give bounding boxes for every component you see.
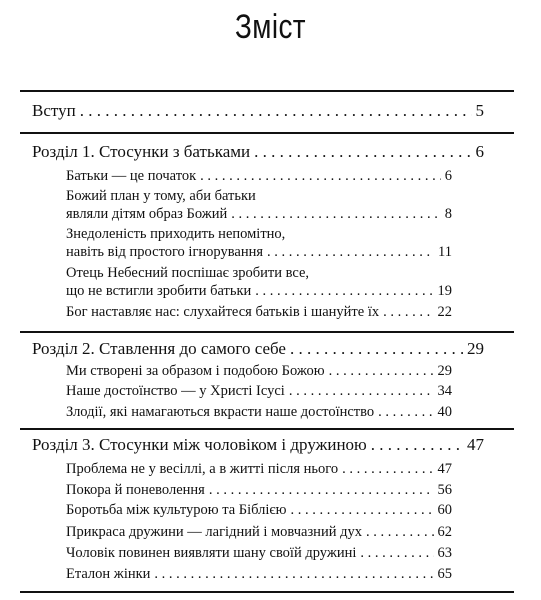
dot-leader — [289, 383, 434, 400]
toc-entry[interactable] — [66, 383, 452, 400]
toc-page-number: 29 — [467, 339, 484, 358]
toc-entry-label: навіть від простого ігнорування — [66, 244, 264, 260]
dot-leader — [255, 283, 433, 300]
toc-page-number: 19 — [437, 283, 452, 299]
toc-entry-label: Прикраса дружини — лагідний і мовчазний дух — [66, 524, 362, 540]
toc-page-number: 29 — [437, 363, 452, 379]
toc-entry[interactable] — [66, 404, 452, 421]
toc-entry-label: Батьки — це початок — [66, 168, 197, 184]
section-divider — [20, 428, 514, 430]
dot-leader — [290, 339, 463, 359]
chapter-title: Розділ 2. Ставлення до самого себе — [32, 339, 286, 358]
dot-leader — [360, 545, 433, 562]
toc-page-number: 8 — [444, 206, 452, 222]
toc-chapter-1[interactable] — [32, 142, 484, 162]
toc-chapter-3[interactable] — [32, 435, 484, 455]
toc-page-number: 5 — [475, 101, 484, 120]
toc-entry-label: Наше достоїнство — у Христі Ісусі — [66, 383, 285, 399]
dot-leader — [378, 404, 433, 421]
top-divider — [20, 90, 514, 92]
toc-entry-label: являли дітям образ Божий — [66, 206, 228, 222]
toc-entry-label: Вступ — [32, 101, 76, 120]
dot-leader — [267, 244, 434, 261]
toc-entry-label: Злодії, які намагаються вкрасти наше достоїнство — [66, 404, 375, 420]
chapter-title: Розділ 3. Стосунки між чоловіком і дружиною — [32, 435, 367, 454]
toc-entry[interactable] — [66, 545, 452, 562]
toc-entry-intro[interactable] — [32, 101, 484, 121]
toc-page-number: 47 — [467, 435, 484, 454]
toc-page-number: 60 — [437, 502, 452, 518]
dot-leader — [383, 304, 433, 321]
toc-entry[interactable] — [66, 482, 452, 499]
toc-page-number: 22 — [437, 304, 452, 320]
dot-leader — [291, 502, 434, 519]
toc-page-number: 47 — [437, 461, 452, 477]
toc-entry[interactable] — [66, 304, 452, 321]
toc-entry-label: Проблема не у весіллі, а в житті після нього — [66, 461, 339, 477]
dot-leader — [371, 435, 463, 455]
toc-entry-label: Еталон жінки — [66, 566, 151, 582]
page-title: Зміст — [235, 8, 306, 46]
dot-leader — [329, 363, 434, 380]
dot-leader — [80, 101, 472, 121]
toc-page-number: 65 — [437, 566, 452, 582]
toc-entry-label: Боротьба між культурою та Біблією — [66, 502, 287, 518]
toc-page-number: 6 — [444, 168, 452, 184]
toc-entry-first-line: Знедоленість приходить непомітно, — [66, 226, 286, 242]
toc-entry[interactable] — [66, 168, 452, 185]
toc-entry[interactable] — [66, 244, 452, 261]
toc-chapter-2[interactable] — [32, 339, 484, 359]
dot-leader — [342, 461, 433, 478]
toc-entry[interactable] — [66, 502, 452, 519]
toc-page-number: 40 — [437, 404, 452, 420]
toc-entry-first-line: Божий план у тому, аби батьки — [66, 188, 256, 204]
toc-page-number: 62 — [437, 524, 452, 540]
chapter-title: Розділ 1. Стосунки з батьками — [32, 142, 251, 161]
toc-page-number: 6 — [475, 142, 484, 161]
dot-leader — [154, 566, 433, 583]
toc-entry-label: Бог наставляє нас: слухайтеся батьків і шануйте їх — [66, 304, 380, 320]
dot-leader — [200, 168, 441, 185]
section-divider — [20, 132, 514, 134]
dot-leader — [366, 524, 434, 541]
toc-entry-label: що не встигли зробити батьки — [66, 283, 252, 299]
toc-entry[interactable] — [66, 363, 452, 380]
toc-page-number: 63 — [437, 545, 452, 561]
toc-entry[interactable] — [66, 566, 452, 583]
toc-entry-first-line: Отець Небесний поспішає зробити все, — [66, 265, 310, 281]
section-divider — [20, 331, 514, 333]
toc-entry-label: Ми створені за образом і подобою Божою — [66, 363, 325, 379]
toc-page-number: 11 — [438, 244, 452, 260]
dot-leader — [254, 142, 471, 162]
toc-entry-label: Покора й поневолення — [66, 482, 205, 498]
toc-entry[interactable] — [66, 461, 452, 478]
bottom-divider — [20, 591, 514, 593]
dot-leader — [209, 482, 434, 499]
toc-entry[interactable] — [66, 206, 452, 223]
toc-entry[interactable] — [66, 283, 452, 300]
toc-entry[interactable] — [66, 524, 452, 541]
toc-page-number: 34 — [437, 383, 452, 399]
toc-entry-label: Чоловік повинен виявляти шану своїй дружині — [66, 545, 357, 561]
dot-leader — [231, 206, 440, 223]
toc-page-number: 56 — [437, 482, 452, 498]
